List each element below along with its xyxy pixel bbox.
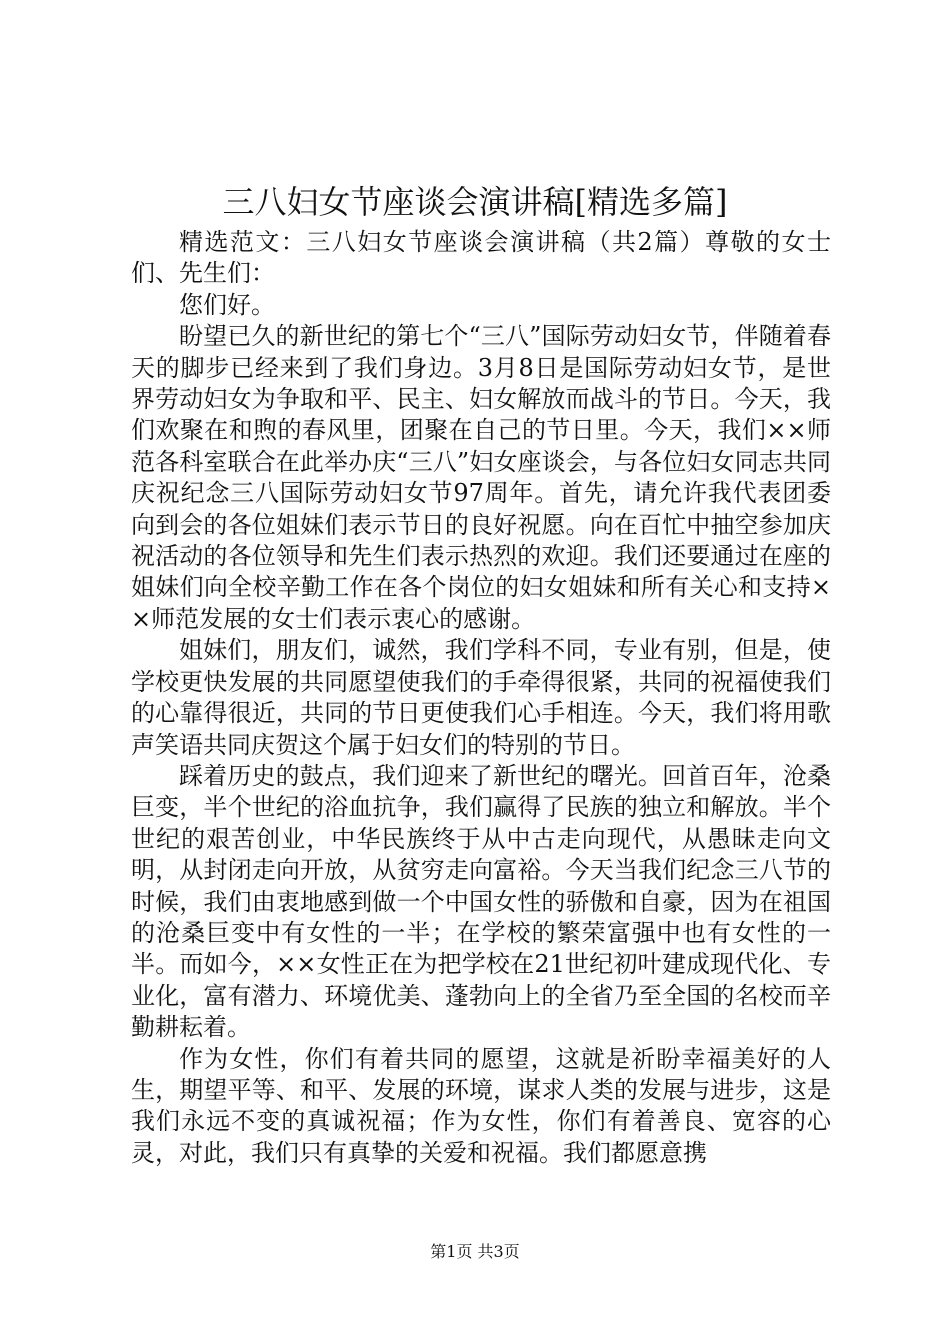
document-body xyxy=(131,227,831,1169)
paragraph-festival-intro: 盼望已久的新世纪的第七个“三八”国际劳动妇女节，伴随着春天的脚步已经来到了我们身边。3月8日是国际劳动妇女节，是世界劳动妇女为争取和平、民主、妇女解放而战斗的节日。今天，我们欢聚在和煦的春风里，团聚在自己的节日里。今天，我们××师范各科室联合在此举办庆“三八”妇女座谈会，与各位妇女同志共同庆祝纪念三八国际劳动妇女节97周年。首先，请允许我代表团委向到会的各位姐妹们表示节日的良好祝愿。向在百忙中抽空参加庆祝活动的各位领导和先生们表示热烈的欢迎。我们还要通过在座的姐妹们向全校辛勤工作在各个岗位的妇女姐妹和所有关心和支持××师范发展的女士们表示衷心的感谢。 xyxy=(131,322,831,633)
paragraph-greeting: 您们好。 xyxy=(179,290,275,319)
paragraph-salutation: 精选范文：三八妇女节座谈会演讲稿（共2篇）尊敬的女士们、先生们： xyxy=(131,228,831,288)
document-title: 三八妇女节座谈会演讲稿[精选多篇] xyxy=(222,183,728,221)
page-footer: 第1页 共3页 xyxy=(430,1242,520,1261)
paragraph-sisters-friends: 姐妹们，朋友们，诚然，我们学科不同，专业有别，但是，使学校更快发展的共同愿望使我们的手牵得很紧，共同的祝福使我们的心靠得很近，共同的节日更使我们心手相连。今天，我们将用歌声笑语共同庆贺这个属于妇女们的特别的节日。 xyxy=(131,636,831,759)
paragraph-as-women: 作为女性，你们有着共同的愿望，这就是祈盼幸福美好的人生，期望平等、和平、发展的环境，谋求人类的发展与进步，这是我们永远不变的真诚祝福；作为女性，你们有着善良、宽容的心灵，对此，我们只有真挚的关爱和祝福。我们都愿意携 xyxy=(131,1044,831,1167)
paragraph-history: 踩着历史的鼓点，我们迎来了新世纪的曙光。回首百年，沧桑巨变，半个世纪的浴血抗争，我们赢得了民族的独立和解放。半个世纪的艰苦创业，中华民族终于从中古走向现代，从愚昧走向文明，从封闭走向开放，从贫穷走向富裕。今天当我们纪念三八节的时候，我们由衷地感到做一个中国女性的骄傲和自豪，因为在祖国的沧桑巨变中有女性的一半；在学校的繁荣富强中也有女性的一半。而如今，××女性正在为把学校在21世纪初叶建成现代化、专业化，富有潜力、环境优美、蓬勃向上的全省乃至全国的名校而辛勤耕耘着。 xyxy=(131,761,831,1042)
